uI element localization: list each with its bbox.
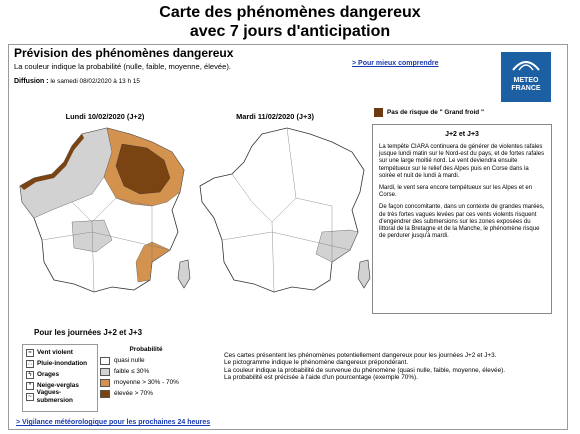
info-paragraph-1: La tempête CIARA continuera de générer de violentes rafales jusque lundi matin sur le Nord-est du pays, et de fortes rafales sur une large moitié nord. Le vent deviendra ensuite tempétueux sur le relief des Alpes puis en Corse dans la soirée et nuit de lundi à mardi. [379,144,545,179]
explanation-block [224,352,544,382]
legend-waves: ~ Vagues-submersion [26,391,94,402]
probability-title: Probabilité [129,346,163,353]
logo-mark-icon [501,52,551,74]
level-quasi-nulle: quasi nulle [100,355,192,366]
map-day2-zone-faible [316,230,358,262]
no-risk-indicator [374,108,484,117]
legend-phenomena [22,344,98,412]
legend-storms: ϟ Orages [26,369,94,380]
map-day2-corsica [358,260,370,288]
map-day2-label: Mardi 11/02/2020 (J+3) [236,112,314,121]
map-day2-country [200,128,364,292]
diffusion-info [14,78,140,85]
map-day1[interactable] [12,122,197,302]
map-day1-label: Lundi 10/02/2020 (J+2) [65,112,145,121]
level-elevee: élevée > 70% [100,388,192,399]
map-day2[interactable] [192,122,377,302]
legend-rain-flood: ∴ Pluie-inondation [26,358,94,369]
level-faible: faible ≤ 30% [100,366,192,377]
snowflake-icon: * [26,382,34,390]
info-paragraph-3: De façon concomitante, dans un contexte de grandes marées, de très fortes vagues levées par ces vents violents risquent d'engendrer des submersions sur les zones exposées du littoral de la Bretagne et de la Manche, le phénomène risque de perdurer jusqu'à mardi. [379,204,545,240]
page-headline [0,3,580,41]
legend-wind: ≈ Vent violent [26,347,94,358]
logo-text-1: METEO [513,77,539,84]
wind-icon: ≈ [26,349,34,357]
no-risk-label: Pas de risque de " Grand froid " [387,108,484,116]
map-day1-corsica [178,260,190,288]
diffusion-value: le samedi 08/02/2020 à 13 h 15 [50,78,140,85]
diffusion-label: Diffusion : [14,78,49,85]
logo-text-2: FRANCE [511,85,541,92]
explanation-2: Le pictogramme indique le phénomène dangereux prépondérant. [224,359,409,367]
explanation-3: La couleur indique la probabilité de survenue du phénomène (quasi nulle, faible, moyenne, élevée). [224,366,506,374]
legend-snow-ice: * Neige-verglas [26,380,94,391]
legend-title: Pour les journées J+2 et J+3 [34,328,143,337]
info-heading: J+2 et J+3 [445,131,479,138]
swatch-moyenne [100,379,110,387]
lightning-icon: ϟ [26,371,34,379]
level-moyenne: moyenne > 30% - 70% [100,377,192,388]
waves-icon: ~ [26,393,34,401]
swatch-faible [100,368,110,376]
info-box [372,124,552,314]
panel-subtitle: La couleur indique la probabilité (nulle, faible, moyenne, élevée). [14,62,231,71]
explanation-4: La probabilité est précisée à l'aide d'un pourcentage (exemple 70%). [224,374,418,382]
rain-flood-icon: ∴ [26,360,34,368]
meteo-france-logo [501,52,551,102]
headline-line-1: Carte des phénomènes dangereux [159,4,421,21]
legend-probability [100,346,192,399]
swatch-elevee [100,390,110,398]
vigilance-link[interactable]: > Vigilance météorologique pour les prochaines 24 heures [16,419,211,426]
snowflake-icon [374,108,383,117]
understand-link[interactable]: > Pour mieux comprendre [352,60,439,67]
explanation-1: Ces cartes présentent les phénomènes potentiellement dangereux pour les journées J+2 et J+3. [224,352,497,359]
swatch-quasi-nulle [100,357,110,365]
panel-title: Prévision des phénomènes dangereux [14,46,234,60]
headline-line-2: avec 7 jours d'anticipation [189,23,391,40]
info-paragraph-2: Mardi, le vent sera encore tempétueux sur les Alpes et en Corse. [379,185,533,199]
